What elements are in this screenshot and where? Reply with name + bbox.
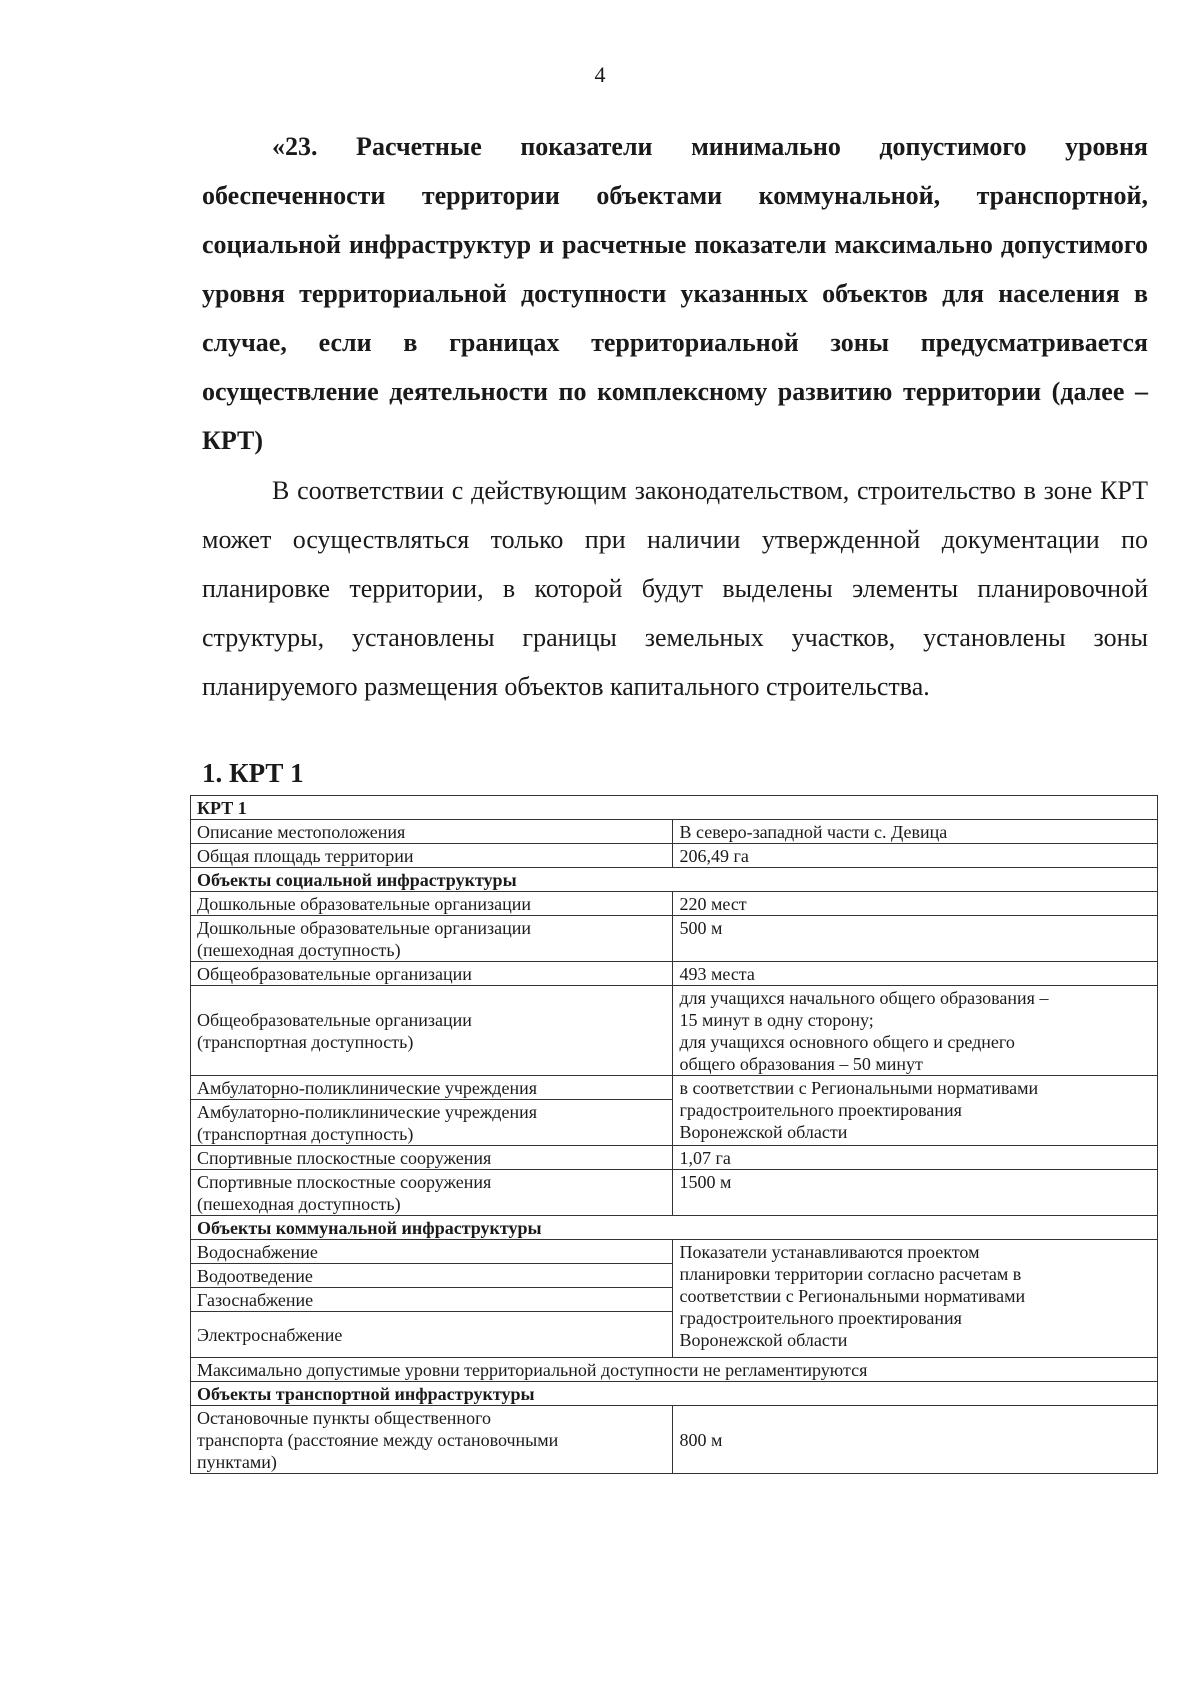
- table-cell-value: 1500 м: [673, 1170, 1158, 1216]
- cell-line: Воронежской области: [679, 1122, 848, 1142]
- cell-line: (транспортная доступность): [197, 1124, 414, 1144]
- table-cell-label: [191, 916, 673, 962]
- cell-line: Дошкольные образовательные организации: [197, 918, 531, 938]
- table-cell-value: 206,49 га: [673, 844, 1158, 868]
- table-title: КРТ 1: [191, 796, 1158, 820]
- table-cell-value: [673, 986, 1158, 1076]
- cell-line: для учащихся основного общего и среднего: [679, 1032, 1015, 1052]
- cell-line: (пешеходная доступность): [197, 940, 401, 960]
- cell-line: для учащихся начального общего образования –: [679, 988, 1049, 1008]
- table-row: [191, 1382, 1158, 1406]
- table-row: [191, 1240, 1158, 1264]
- table-cell-value: 800 м: [673, 1406, 1158, 1474]
- table-cell-label: Общая площадь территории: [191, 844, 673, 868]
- table-row: [191, 1358, 1158, 1382]
- table-cell-label: Дошкольные образовательные организации: [191, 892, 673, 916]
- table-cell-label: [191, 1100, 673, 1146]
- table-row: [191, 1146, 1158, 1170]
- cell-line: Остановочные пункты общественного: [197, 1408, 492, 1428]
- table-row: [191, 916, 1158, 962]
- cell-line: 15 минут в одну сторону;: [679, 1010, 874, 1030]
- table-cell-value: В северо-западной части с. Девица: [673, 820, 1158, 844]
- cell-line: (пешеходная доступность): [197, 1194, 401, 1214]
- cell-line: градостроительного проектирования: [679, 1100, 962, 1120]
- table-cell-label: Водоотведение: [191, 1264, 673, 1288]
- table-cell-label: Амбулаторно-поликлинические учреждения: [191, 1076, 673, 1100]
- table-row: [191, 820, 1158, 844]
- subsection-title: 1. КРТ 1: [202, 758, 304, 788]
- table-cell-label: [191, 1170, 673, 1216]
- cell-line: Показатели устанавливаются проектом: [679, 1242, 980, 1262]
- table-cell-label: Электроснабжение: [191, 1312, 673, 1358]
- table-row: [191, 1406, 1158, 1474]
- table-row: [191, 844, 1158, 868]
- cell-line: Воронежской области: [679, 1330, 848, 1350]
- cell-line: общего образования – 50 минут: [679, 1054, 923, 1074]
- body-paragraph: В соответствии с действующим законодательством, строительство в зоне КРТ может осуществляться только при наличии утвержденной документации по планировке территории, в которой будут выделены элементы планировочной структуры, установлены границы земельных участков, установлены зоны планируемого размещения объектов капитального строительства.: [202, 476, 1148, 701]
- crt-table: [190, 795, 1158, 1474]
- table-cell-label: Спортивные плоскостные сооружения: [191, 1146, 673, 1170]
- cell-line: Спортивные плоскостные сооружения: [197, 1172, 492, 1192]
- table-cell-value: 500 м: [673, 916, 1158, 962]
- cell-line: транспорта (расстояние между остановочными: [197, 1430, 559, 1450]
- section-heading: «23. Расчетные показатели минимально допустимого уровня обеспеченности территории объектами коммунальной, транспортной, социальной инфраструктур и расчетные показатели максимально допустимого уровня территориальной доступности указанных объектов для населения в случае, если в границах территориальной зоны предусматривается осуществление деятельности по комплексному развитию территории (далее – КРТ): [202, 132, 1148, 455]
- table-cell-label: Водоснабжение: [191, 1240, 673, 1264]
- table-row: [191, 1076, 1158, 1100]
- cell-line: Амбулаторно-поликлинические учреждения: [197, 1102, 537, 1122]
- table-cell-value: [673, 1076, 1158, 1146]
- table-group-header: Объекты социальной инфраструктуры: [191, 868, 1158, 892]
- table-row: [191, 892, 1158, 916]
- cell-line: Общеобразовательные организации: [197, 1010, 472, 1030]
- table-cell-label: Газоснабжение: [191, 1288, 673, 1312]
- table-row: [191, 1170, 1158, 1216]
- page-number: 4: [594, 62, 606, 87]
- table-group-header: Объекты транспортной инфраструктуры: [191, 1382, 1158, 1406]
- table-cell-value: 1,07 га: [673, 1146, 1158, 1170]
- table-cell-value: 493 места: [673, 962, 1158, 986]
- cell-line: планировки территории согласно расчетам в: [679, 1264, 1022, 1284]
- cell-line: (транспортная доступность): [197, 1032, 414, 1052]
- table-row: [191, 796, 1158, 820]
- table-row: [191, 986, 1158, 1076]
- table-cell-label: Описание местоположения: [191, 820, 673, 844]
- table-cell-label: [191, 1406, 673, 1474]
- table-row: [191, 1216, 1158, 1240]
- table-row: [191, 962, 1158, 986]
- cell-line: в соответствии с Региональными нормативами: [679, 1078, 1039, 1098]
- table-note: Максимально допустимые уровни территориальной доступности не регламентируются: [191, 1358, 1158, 1382]
- table-row: [191, 868, 1158, 892]
- table-cell-value: 220 мест: [673, 892, 1158, 916]
- table-cell-label: Общеобразовательные организации: [191, 962, 673, 986]
- table-group-header: Объекты коммунальной инфраструктуры: [191, 1216, 1158, 1240]
- table-cell-label: [191, 986, 673, 1076]
- cell-line: соответствии с Региональными нормативами: [679, 1286, 1026, 1306]
- table-cell-value: [673, 1240, 1158, 1358]
- cell-line: пунктами): [197, 1452, 277, 1472]
- cell-line: градостроительного проектирования: [679, 1308, 962, 1328]
